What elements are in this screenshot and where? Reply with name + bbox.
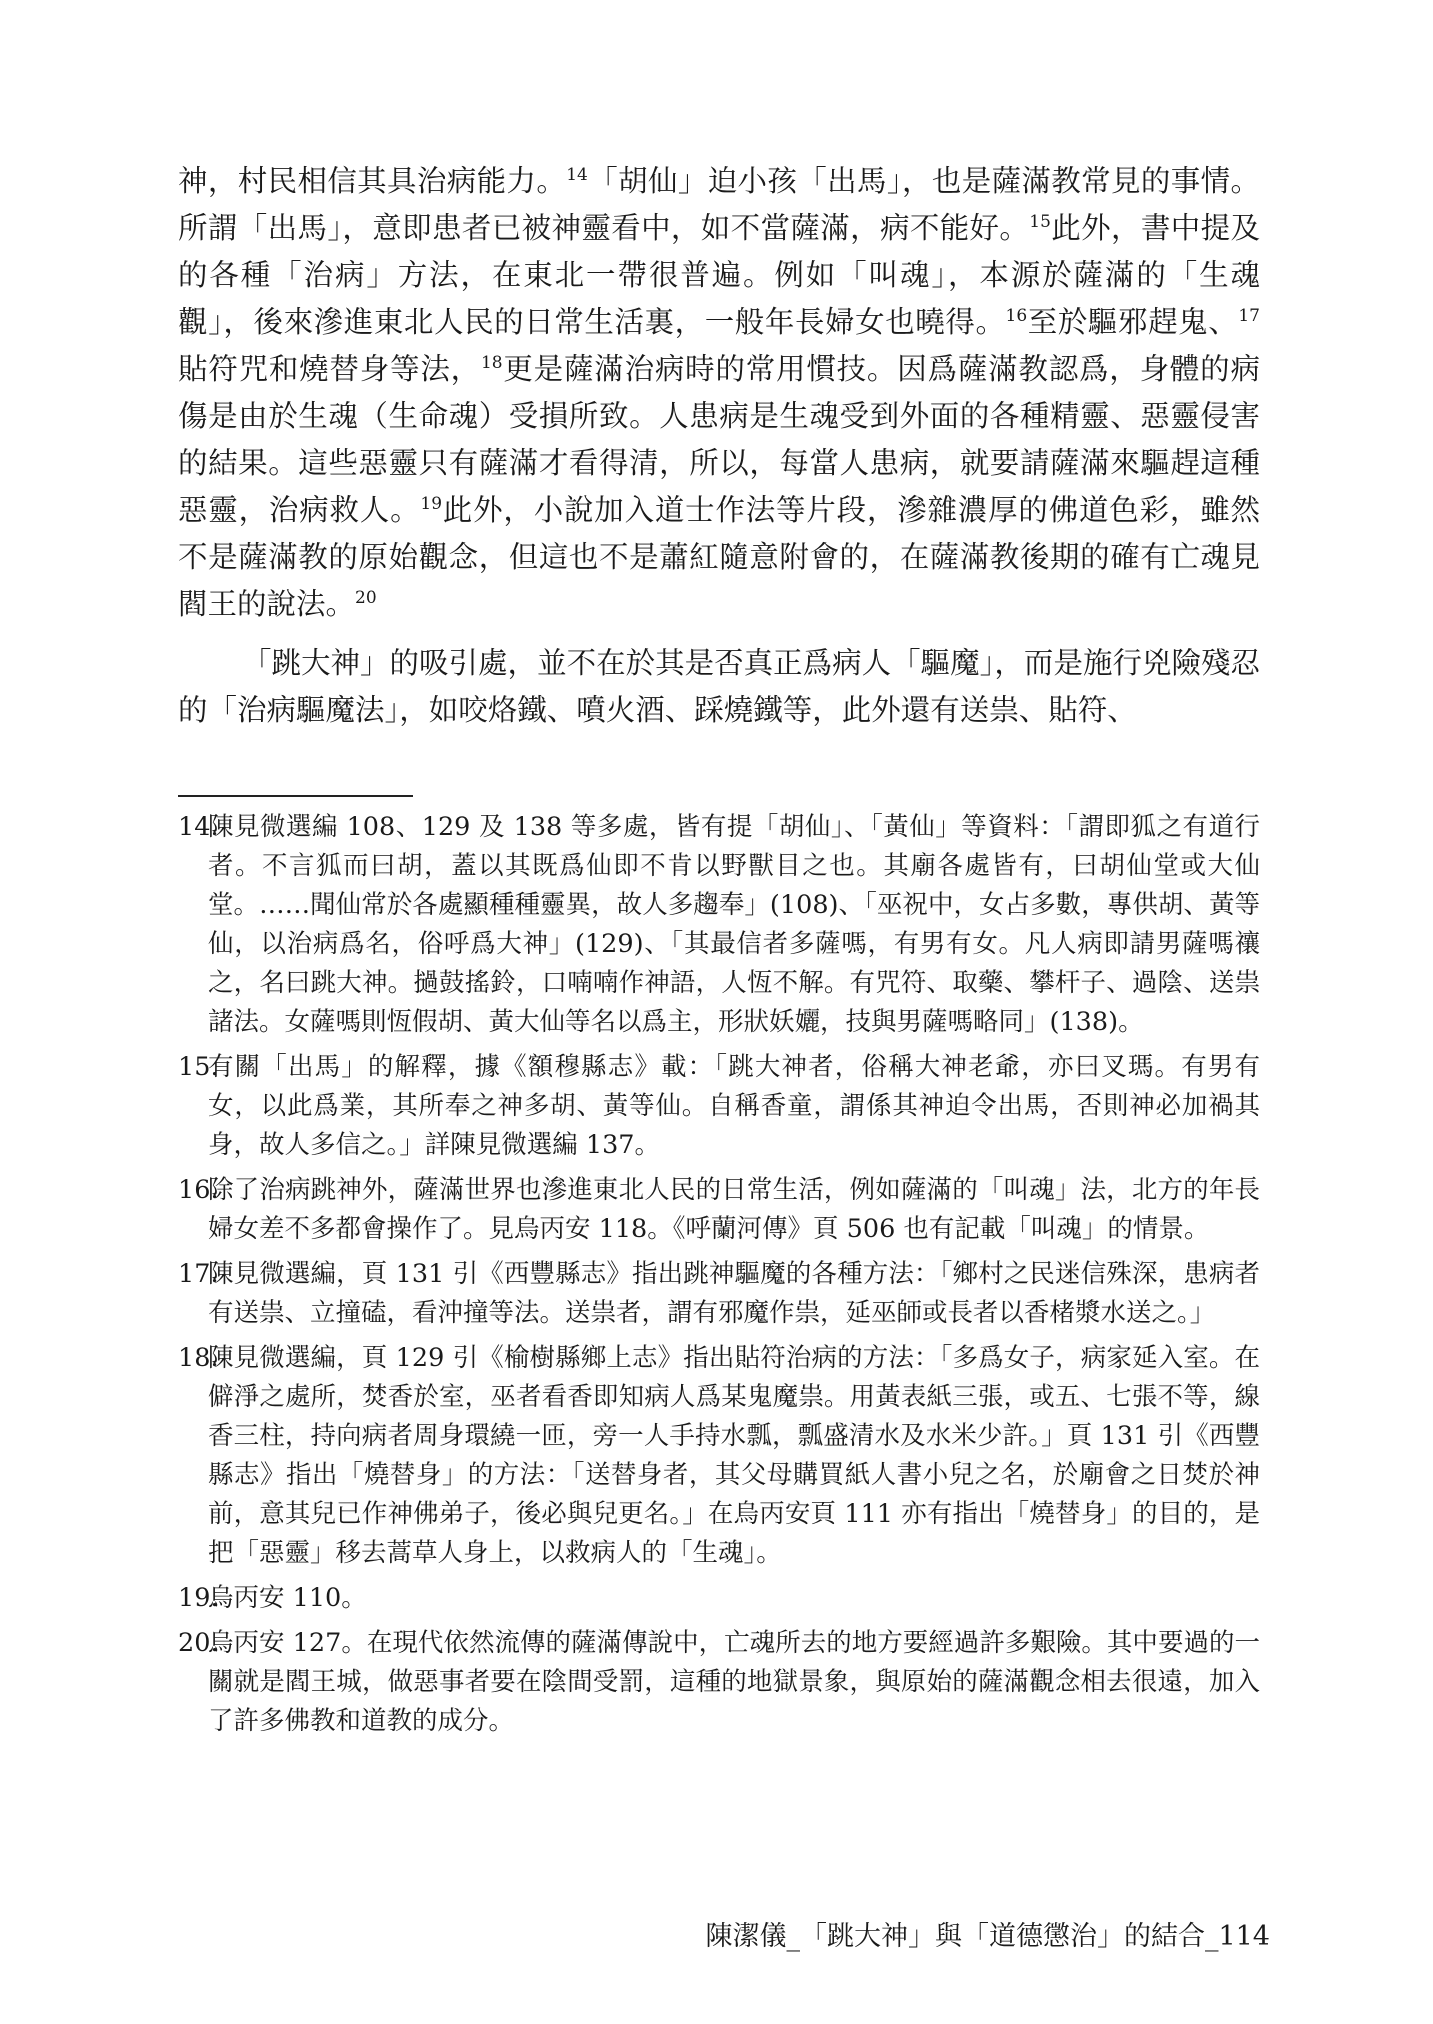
text-run: 此外，書中提及的各種「治病」方法，在東北一帶很普遍。例如「叫魂」，本源於薩滿的「生魂觀」，後來滲進東北人民的日常生活裏，一般年長婦女也曉得。 <box>178 211 1260 339</box>
footnote-17 <box>178 1255 1260 1333</box>
footnote-number: 18. <box>178 1343 219 1373</box>
footnote-number: 14. <box>178 812 219 842</box>
footnote-text: 有關「出馬」的解釋，據《額穆縣志》載：「跳大神者，俗稱大神老爺，亦曰叉瑪。有男有女，以此爲業，其所奉之神多胡、黃等仙。自稱香童，謂係其神迫令出馬，否則神必加禍其身，故人多信之。」詳陳見微選編 137。 <box>208 1052 1260 1160</box>
footnotes <box>178 808 1260 1747</box>
footnote-20 <box>178 1624 1260 1741</box>
page-footer: 陳潔儀_「跳大神」與「道德懲治」的結合_114 <box>705 1921 1270 1952</box>
text-run: 更是薩滿治病時的常用慣技。因爲薩滿教認爲，身體的病傷是由於生魂（生命魂）受損所致。人患病是生魂受到外面的各種精靈、惡靈侵害的結果。這些惡靈只有薩滿才看得清，所以，每當人患病，就要請薩滿來驅趕這種惡靈，治病救人。 <box>178 352 1260 527</box>
footnote-ref-19[interactable]: 19 <box>420 494 443 515</box>
footnote-ref-17[interactable]: 17 <box>1238 306 1260 327</box>
footnote-number: 20. <box>178 1628 219 1658</box>
text-run: 至於驅邪趕鬼、 <box>1027 305 1239 339</box>
text-run: 此外，小說加入道士作法等片段，滲雜濃厚的佛道色彩，雖然不是薩滿教的原始觀念，但這也不是蕭紅隨意附會的，在薩滿教後期的確有亡魂見閻王的說法。 <box>178 493 1260 621</box>
footnote-16 <box>178 1171 1260 1249</box>
paragraph-2: 「跳大神」的吸引處，並不在於其是否真正爲病人「驅魔」，而是施行兇險殘忍的「治病驅魔法」，如咬烙鐵、噴火酒、踩燒鐵等，此外還有送祟、貼符、 <box>178 646 1260 727</box>
footnote-ref-14[interactable]: 14 <box>566 165 588 186</box>
footnote-ref-18[interactable]: 18 <box>480 353 503 374</box>
footnote-19 <box>178 1579 1260 1618</box>
footnote-number: 19. <box>178 1583 219 1613</box>
footnote-text: 陳見微選編 108、129 及 138 等多處，皆有提「胡仙」、「黃仙」等資料：「謂即狐之有道行者。不言狐而曰胡，蓋以其既爲仙即不肯以野獸目之也。其廟各處皆有，曰胡仙堂或大仙堂。……聞仙常於各處顯種種靈異，故人多趨奉」(108)、「巫祝中，女占多數，專供胡、黃等仙，以治病爲名，俗呼爲大神」(129)、「其最信者多薩嗎，有男有女。凡人病即請男薩嗎禳之，名曰跳大神。撾鼓搖鈴，口喃喃作神語，人恆不解。有咒符、取藥、攀杆子、過陰、送祟諸法。女薩嗎則恆假胡、黃大仙等名以爲主，形狀妖孋，技與男薩嗎略同」(138)。 <box>208 812 1260 1037</box>
footnote-ref-20[interactable]: 20 <box>355 588 377 609</box>
footnote-number: 15. <box>178 1052 219 1082</box>
footnote-text: 烏丙安 127。在現代依然流傳的薩滿傳說中，亡魂所去的地方要經過許多艱險。其中要過的一關就是閻王城，做惡事者要在陰間受罰，這種的地獄景象，與原始的薩滿觀念相去很遠，加入了許多佛教和道教的成分。 <box>208 1628 1260 1736</box>
footnote-text: 烏丙安 110。 <box>208 1583 367 1613</box>
footnote-text: 陳見微選編，頁 131 引《西豐縣志》指出跳神驅魔的各種方法：「鄉村之民迷信殊深，患病者有送祟、立撞磕，看沖撞等法。送祟者，謂有邪魔作祟，延巫師或長者以香楮漿水送之。」 <box>208 1259 1260 1328</box>
footnote-text: 陳見微選編，頁 129 引《榆樹縣鄉上志》指出貼符治病的方法：「多爲女子，病家延入室。在僻淨之處所，焚香於室，巫者看香即知病人爲某鬼魔祟。用黃表紙三張，或五、七張不等，線香三柱，持向病者周身環繞一匝，旁一人手持水瓢，瓢盛清水及水米少許。」頁 131 引《西豐縣志》指出「燒替身」的方法：「送替身者，其父母購買紙人書小兒之名，於廟會之日焚於神前，意其兒已作神佛弟子，後必與兒更名。」在烏丙安頁 111 亦有指出「燒替身」的目的，是把「惡靈」移去蒿草人身上，以救病人的「生魂」。 <box>208 1343 1260 1568</box>
footnote-14 <box>178 808 1260 1042</box>
body-text <box>178 158 1260 734</box>
footnote-ref-15[interactable]: 15 <box>1029 212 1051 233</box>
footnote-number: 17. <box>178 1259 219 1289</box>
footnote-divider <box>178 795 413 797</box>
footnote-text: 除了治病跳神外，薩滿世界也滲進東北人民的日常生活，例如薩滿的「叫魂」法，北方的年長婦女差不多都會操作了。見烏丙安 118。《呼蘭河傳》頁 506 也有記載「叫魂」的情景。 <box>208 1175 1260 1244</box>
text-run: 貼符咒和燒替身等法， <box>178 352 481 386</box>
text-run: 「胡仙」迫小孩「出馬」，也是薩滿教常見的事情。所謂「出馬」，意即患者已被神靈看中，如不當薩滿，病不能好。 <box>178 164 1260 245</box>
paragraph-1 <box>178 158 1260 628</box>
footnote-15 <box>178 1048 1260 1165</box>
footnote-18 <box>178 1339 1260 1573</box>
footnote-number: 16. <box>178 1175 219 1205</box>
text-run: 神，村民相信其具治病能力。 <box>178 164 567 198</box>
footnote-ref-16[interactable]: 16 <box>1005 306 1028 327</box>
